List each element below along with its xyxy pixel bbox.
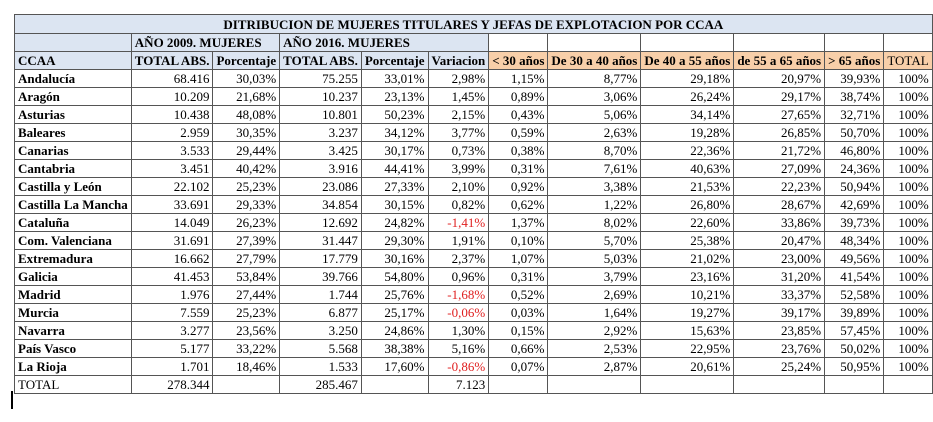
region-name-cell[interactable]: Extremadura: [15, 250, 132, 268]
data-cell[interactable]: 100%: [884, 178, 932, 196]
data-cell[interactable]: 2,98%: [428, 70, 489, 88]
data-cell[interactable]: 100%: [884, 124, 932, 142]
data-cell[interactable]: 2,37%: [428, 250, 489, 268]
data-cell[interactable]: 6.877: [280, 304, 362, 322]
region-name-cell[interactable]: Cantabria: [15, 160, 132, 178]
data-cell[interactable]: 22,60%: [641, 214, 734, 232]
data-cell[interactable]: 26,80%: [641, 196, 734, 214]
data-cell[interactable]: 3.451: [131, 160, 213, 178]
data-cell[interactable]: 32,71%: [825, 106, 884, 124]
data-cell[interactable]: 1.976: [131, 286, 213, 304]
data-cell[interactable]: 21,68%: [213, 88, 280, 106]
data-cell[interactable]: 100%: [884, 322, 932, 340]
data-cell[interactable]: 2,63%: [548, 124, 641, 142]
data-cell[interactable]: 0,10%: [489, 232, 548, 250]
data-cell[interactable]: 2,10%: [428, 178, 489, 196]
data-cell[interactable]: 20,47%: [734, 232, 825, 250]
table-row: [15, 196, 933, 214]
data-cell[interactable]: 0,82%: [428, 196, 489, 214]
data-cell[interactable]: 27,09%: [734, 160, 825, 178]
data-cell[interactable]: 17,60%: [361, 358, 428, 376]
data-cell[interactable]: 39,73%: [825, 214, 884, 232]
header-year-2016[interactable]: AÑO 2016. MUJERES: [280, 34, 489, 52]
data-cell[interactable]: 25,76%: [361, 286, 428, 304]
data-cell[interactable]: 100%: [884, 70, 932, 88]
data-cell[interactable]: 5.568: [280, 340, 362, 358]
total-variacion[interactable]: 7.123: [428, 376, 489, 394]
table-row: [15, 70, 933, 88]
data-cell[interactable]: 100%: [884, 160, 932, 178]
data-cell[interactable]: 0,62%: [489, 196, 548, 214]
data-cell[interactable]: 44,41%: [361, 160, 428, 178]
data-cell[interactable]: 25,24%: [734, 358, 825, 376]
data-cell[interactable]: 39,93%: [825, 70, 884, 88]
data-cell[interactable]: 19,27%: [641, 304, 734, 322]
region-name-cell[interactable]: Andalucía: [15, 70, 132, 88]
data-cell[interactable]: 30,03%: [213, 70, 280, 88]
table-row: [15, 214, 933, 232]
data-cell[interactable]: 30,35%: [213, 124, 280, 142]
data-cell[interactable]: 7.559: [131, 304, 213, 322]
data-cell[interactable]: 24,82%: [361, 214, 428, 232]
data-cell[interactable]: 20,97%: [734, 70, 825, 88]
table-row: [15, 250, 933, 268]
group-header-row: [15, 34, 933, 52]
data-cell[interactable]: 25,17%: [361, 304, 428, 322]
data-cell[interactable]: 1,15%: [489, 70, 548, 88]
header-cell-empty[interactable]: [489, 34, 548, 52]
data-cell[interactable]: 28,67%: [734, 196, 825, 214]
region-name-cell[interactable]: Castilla La Mancha: [15, 196, 132, 214]
data-cell[interactable]: 100%: [884, 142, 932, 160]
data-cell[interactable]: 25,23%: [213, 304, 280, 322]
data-cell[interactable]: 27,79%: [213, 250, 280, 268]
region-name-cell[interactable]: Cataluña: [15, 214, 132, 232]
data-cell[interactable]: 39,17%: [734, 304, 825, 322]
data-cell[interactable]: 1,22%: [548, 196, 641, 214]
data-cell[interactable]: 29,18%: [641, 70, 734, 88]
cell-cursor-marker: [11, 391, 13, 409]
table-row: [15, 268, 933, 286]
data-cell[interactable]: 27,33%: [361, 178, 428, 196]
data-cell[interactable]: 3.916: [280, 160, 362, 178]
data-cell[interactable]: 5,16%: [428, 340, 489, 358]
table-title[interactable]: DITRIBUCION DE MUJERES TITULARES Y JEFAS DE EXPLOTACION POR CCAA: [15, 15, 933, 34]
column-header-7[interactable]: De 30 a 40 años: [548, 52, 641, 70]
table-row: [15, 88, 933, 106]
data-cell[interactable]: 30,15%: [361, 196, 428, 214]
empty-cell[interactable]: [884, 376, 932, 394]
data-cell[interactable]: 38,74%: [825, 88, 884, 106]
data-cell[interactable]: 0,59%: [489, 124, 548, 142]
data-cell[interactable]: 100%: [884, 304, 932, 322]
data-cell[interactable]: 5,06%: [548, 106, 641, 124]
data-cell[interactable]: 17.779: [280, 250, 362, 268]
data-cell[interactable]: 10,21%: [641, 286, 734, 304]
empty-cell[interactable]: [641, 376, 734, 394]
data-cell[interactable]: 38,38%: [361, 340, 428, 358]
data-cell[interactable]: 8,77%: [548, 70, 641, 88]
region-name-cell[interactable]: Navarra: [15, 322, 132, 340]
data-cell[interactable]: 1.744: [280, 286, 362, 304]
column-header-5[interactable]: Variacion: [428, 52, 489, 70]
data-cell[interactable]: 22,36%: [641, 142, 734, 160]
data-cell[interactable]: 25,23%: [213, 178, 280, 196]
data-cell[interactable]: 3.425: [280, 142, 362, 160]
region-name-cell[interactable]: La Rioja: [15, 358, 132, 376]
spreadsheet-table: [14, 14, 933, 394]
column-header-2[interactable]: Porcentaje: [213, 52, 280, 70]
data-cell[interactable]: 50,95%: [825, 358, 884, 376]
total-label[interactable]: TOTAL: [15, 376, 132, 394]
data-cell[interactable]: 0,31%: [489, 160, 548, 178]
data-cell[interactable]: 19,28%: [641, 124, 734, 142]
data-cell[interactable]: 0,31%: [489, 268, 548, 286]
data-cell[interactable]: 29,17%: [734, 88, 825, 106]
data-cell[interactable]: -0,86%: [428, 358, 489, 376]
data-cell[interactable]: 0,52%: [489, 286, 548, 304]
data-cell[interactable]: 31.691: [131, 232, 213, 250]
region-name-cell[interactable]: Com. Valenciana: [15, 232, 132, 250]
data-cell[interactable]: 2,87%: [548, 358, 641, 376]
data-cell[interactable]: 18,46%: [213, 358, 280, 376]
column-header-10[interactable]: > 65 años: [825, 52, 884, 70]
data-cell[interactable]: 5.177: [131, 340, 213, 358]
data-cell[interactable]: 1.533: [280, 358, 362, 376]
data-cell[interactable]: 22.102: [131, 178, 213, 196]
data-cell[interactable]: 20,61%: [641, 358, 734, 376]
data-cell[interactable]: 100%: [884, 232, 932, 250]
table-row: [15, 142, 933, 160]
total-abs-2016[interactable]: 285.467: [280, 376, 362, 394]
data-cell[interactable]: 3,38%: [548, 178, 641, 196]
data-cell[interactable]: 0,66%: [489, 340, 548, 358]
data-cell[interactable]: 33.691: [131, 196, 213, 214]
column-header-3[interactable]: TOTAL ABS.: [280, 52, 362, 70]
empty-cell[interactable]: [489, 376, 548, 394]
data-cell[interactable]: 2.959: [131, 124, 213, 142]
data-cell[interactable]: 54,80%: [361, 268, 428, 286]
data-cell[interactable]: 29,44%: [213, 142, 280, 160]
column-header-1[interactable]: TOTAL ABS.: [131, 52, 213, 70]
data-cell[interactable]: 29,30%: [361, 232, 428, 250]
data-cell[interactable]: 41,54%: [825, 268, 884, 286]
table-row: [15, 106, 933, 124]
data-cell[interactable]: 50,70%: [825, 124, 884, 142]
data-cell[interactable]: 0,96%: [428, 268, 489, 286]
region-name-cell[interactable]: Murcia: [15, 304, 132, 322]
table-row: [15, 340, 933, 358]
region-name-cell[interactable]: Aragón: [15, 88, 132, 106]
data-cell[interactable]: 100%: [884, 88, 932, 106]
data-cell[interactable]: 3.533: [131, 142, 213, 160]
data-cell[interactable]: 75.255: [280, 70, 362, 88]
data-cell[interactable]: 0,15%: [489, 322, 548, 340]
data-cell[interactable]: 14.049: [131, 214, 213, 232]
data-cell[interactable]: 27,39%: [213, 232, 280, 250]
data-cell[interactable]: 5,70%: [548, 232, 641, 250]
column-header-row: [15, 52, 933, 70]
data-cell[interactable]: 48,08%: [213, 106, 280, 124]
header-cell-empty[interactable]: [641, 34, 734, 52]
data-cell[interactable]: 1,07%: [489, 250, 548, 268]
data-cell[interactable]: 16.662: [131, 250, 213, 268]
data-cell[interactable]: 0,38%: [489, 142, 548, 160]
data-cell[interactable]: 1,30%: [428, 322, 489, 340]
empty-cell[interactable]: [825, 376, 884, 394]
data-cell[interactable]: 1,64%: [548, 304, 641, 322]
region-name-cell[interactable]: Canarias: [15, 142, 132, 160]
data-cell[interactable]: 23,56%: [213, 322, 280, 340]
header-cell-empty[interactable]: [15, 34, 132, 52]
data-cell[interactable]: 0,03%: [489, 304, 548, 322]
data-cell[interactable]: 41.453: [131, 268, 213, 286]
table-row: [15, 322, 933, 340]
data-cell[interactable]: 50,23%: [361, 106, 428, 124]
data-cell[interactable]: 27,65%: [734, 106, 825, 124]
data-cell[interactable]: 1,37%: [489, 214, 548, 232]
data-cell[interactable]: 23,13%: [361, 88, 428, 106]
header-cell-empty[interactable]: [734, 34, 825, 52]
empty-cell[interactable]: [361, 376, 428, 394]
table-row: [15, 304, 933, 322]
data-cell[interactable]: 0,89%: [489, 88, 548, 106]
region-name-cell[interactable]: Madrid: [15, 286, 132, 304]
data-cell[interactable]: 2,92%: [548, 322, 641, 340]
column-header-4[interactable]: Porcentaje: [361, 52, 428, 70]
empty-cell[interactable]: [734, 376, 825, 394]
data-cell[interactable]: 40,42%: [213, 160, 280, 178]
data-cell[interactable]: 1,91%: [428, 232, 489, 250]
data-cell[interactable]: -1,41%: [428, 214, 489, 232]
data-cell[interactable]: -0,06%: [428, 304, 489, 322]
header-cell-empty[interactable]: [548, 34, 641, 52]
data-cell[interactable]: 48,34%: [825, 232, 884, 250]
column-header-8[interactable]: De 40 a 55 años: [641, 52, 734, 70]
data-cell[interactable]: 7,61%: [548, 160, 641, 178]
column-header-9[interactable]: de 55 a 65 años: [734, 52, 825, 70]
data-cell[interactable]: 10.438: [131, 106, 213, 124]
data-cell[interactable]: 23,16%: [641, 268, 734, 286]
data-cell[interactable]: 100%: [884, 196, 932, 214]
data-cell[interactable]: 1,45%: [428, 88, 489, 106]
empty-cell[interactable]: [213, 376, 280, 394]
data-cell[interactable]: 49,56%: [825, 250, 884, 268]
data-cell[interactable]: 15,63%: [641, 322, 734, 340]
data-cell[interactable]: 52,58%: [825, 286, 884, 304]
region-name-cell[interactable]: Castilla y León: [15, 178, 132, 196]
data-cell[interactable]: 1.701: [131, 358, 213, 376]
data-cell[interactable]: 12.692: [280, 214, 362, 232]
data-cell[interactable]: 8,02%: [548, 214, 641, 232]
data-cell[interactable]: 23,00%: [734, 250, 825, 268]
data-cell[interactable]: 21,53%: [641, 178, 734, 196]
data-cell[interactable]: 100%: [884, 214, 932, 232]
region-name-cell[interactable]: País Vasco: [15, 340, 132, 358]
data-cell[interactable]: 33,01%: [361, 70, 428, 88]
table-row: [15, 358, 933, 376]
data-cell[interactable]: 0,73%: [428, 142, 489, 160]
data-cell[interactable]: 3,77%: [428, 124, 489, 142]
table-row: [15, 160, 933, 178]
data-cell[interactable]: 3,06%: [548, 88, 641, 106]
data-cell[interactable]: 34,14%: [641, 106, 734, 124]
title-row: [15, 15, 933, 34]
data-cell[interactable]: 30,16%: [361, 250, 428, 268]
data-cell[interactable]: 8,70%: [548, 142, 641, 160]
data-cell[interactable]: 22,23%: [734, 178, 825, 196]
data-cell[interactable]: 21,02%: [641, 250, 734, 268]
data-cell[interactable]: 5,03%: [548, 250, 641, 268]
data-cell[interactable]: 0,43%: [489, 106, 548, 124]
data-cell[interactable]: 100%: [884, 268, 932, 286]
column-header-11[interactable]: TOTAL: [884, 52, 932, 70]
data-cell[interactable]: 100%: [884, 358, 932, 376]
data-cell[interactable]: 100%: [884, 286, 932, 304]
data-cell[interactable]: 100%: [884, 250, 932, 268]
region-name-cell[interactable]: Galicia: [15, 268, 132, 286]
header-cell-empty[interactable]: [825, 34, 884, 52]
data-cell[interactable]: 21,72%: [734, 142, 825, 160]
data-cell[interactable]: 26,23%: [213, 214, 280, 232]
empty-cell[interactable]: [548, 376, 641, 394]
data-cell[interactable]: 3.237: [280, 124, 362, 142]
data-cell[interactable]: 100%: [884, 106, 932, 124]
table-row: [15, 124, 933, 142]
data-cell[interactable]: 33,22%: [213, 340, 280, 358]
data-cell[interactable]: 31.447: [280, 232, 362, 250]
table-row: [15, 178, 933, 196]
data-cell[interactable]: 50,94%: [825, 178, 884, 196]
data-cell[interactable]: 3,79%: [548, 268, 641, 286]
data-cell[interactable]: 3,99%: [428, 160, 489, 178]
data-cell[interactable]: 22,95%: [641, 340, 734, 358]
data-cell[interactable]: 23.086: [280, 178, 362, 196]
data-cell[interactable]: 10.801: [280, 106, 362, 124]
data-cell[interactable]: 39.766: [280, 268, 362, 286]
data-cell[interactable]: 2,69%: [548, 286, 641, 304]
data-cell[interactable]: 46,80%: [825, 142, 884, 160]
data-cell[interactable]: 34.854: [280, 196, 362, 214]
data-cell[interactable]: 25,38%: [641, 232, 734, 250]
header-year-2009[interactable]: AÑO 2009. MUJERES: [131, 34, 279, 52]
data-cell[interactable]: 27,44%: [213, 286, 280, 304]
data-cell[interactable]: 40,63%: [641, 160, 734, 178]
data-cell[interactable]: 50,02%: [825, 340, 884, 358]
total-row: [15, 376, 933, 394]
total-abs-2009[interactable]: 278.344: [131, 376, 213, 394]
data-cell[interactable]: 24,36%: [825, 160, 884, 178]
data-cell[interactable]: 10.209: [131, 88, 213, 106]
table-row: [15, 286, 933, 304]
column-header-6[interactable]: < 30 años: [489, 52, 548, 70]
data-cell[interactable]: 68.416: [131, 70, 213, 88]
data-cell[interactable]: 53,84%: [213, 268, 280, 286]
column-header-0[interactable]: CCAA: [15, 52, 132, 70]
data-cell[interactable]: 0,07%: [489, 358, 548, 376]
data-cell[interactable]: 3.250: [280, 322, 362, 340]
data-cell[interactable]: 31,20%: [734, 268, 825, 286]
data-cell[interactable]: 57,45%: [825, 322, 884, 340]
data-cell[interactable]: 30,17%: [361, 142, 428, 160]
data-cell[interactable]: 24,86%: [361, 322, 428, 340]
data-cell[interactable]: 29,33%: [213, 196, 280, 214]
data-cell[interactable]: 42,69%: [825, 196, 884, 214]
header-cell-empty[interactable]: [884, 34, 932, 52]
data-cell[interactable]: -1,68%: [428, 286, 489, 304]
data-cell[interactable]: 100%: [884, 340, 932, 358]
data-cell[interactable]: 0,92%: [489, 178, 548, 196]
data-cell[interactable]: 39,89%: [825, 304, 884, 322]
region-name-cell[interactable]: Baleares: [15, 124, 132, 142]
data-cell[interactable]: 33,37%: [734, 286, 825, 304]
data-cell[interactable]: 2,53%: [548, 340, 641, 358]
data-cell[interactable]: 33,86%: [734, 214, 825, 232]
data-cell[interactable]: 34,12%: [361, 124, 428, 142]
data-cell[interactable]: 26,85%: [734, 124, 825, 142]
data-cell[interactable]: 26,24%: [641, 88, 734, 106]
data-cell[interactable]: 2,15%: [428, 106, 489, 124]
table-row: [15, 232, 933, 250]
data-cell[interactable]: 3.277: [131, 322, 213, 340]
data-cell[interactable]: 23,76%: [734, 340, 825, 358]
data-cell[interactable]: 10.237: [280, 88, 362, 106]
data-cell[interactable]: 23,85%: [734, 322, 825, 340]
region-name-cell[interactable]: Asturias: [15, 106, 132, 124]
